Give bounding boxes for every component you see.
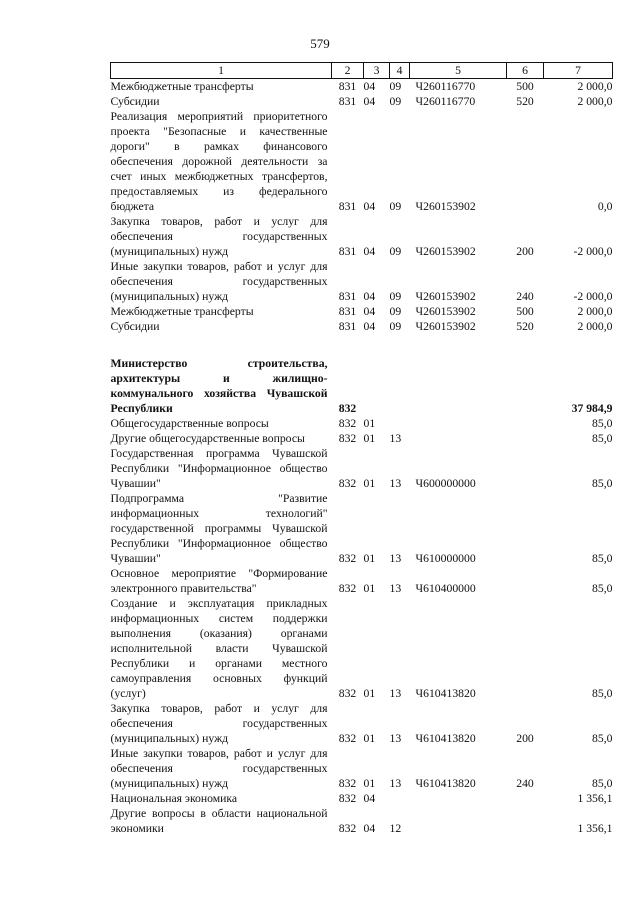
row-description: Иные закупки товаров, работ и услуг для обеспечения государственных (муниципальных) нужд [110,260,328,303]
subsection-code: 09 [389,95,402,108]
expense-type-code [507,334,544,356]
table-row [111,701,613,746]
table-row [111,109,613,214]
amount: -2 000,0 [573,245,613,258]
row-description: Другие вопросы в области национальной экономики [110,807,328,835]
table-row [111,334,613,356]
table-row [111,806,613,836]
target-article-code [410,356,507,416]
table-row [111,79,613,95]
row-description: Субсидии [110,95,160,108]
subsection-code: 09 [389,245,402,258]
table-row [111,446,613,491]
section-code: 04 [363,290,376,303]
table-row [111,319,613,334]
expense-type-code: 240 [516,777,534,790]
target-article-code: Ч260153902 [415,290,476,303]
target-article-code [410,416,507,431]
section-code [364,356,390,416]
amount: 2 000,0 [577,305,613,318]
amount: 85,0 [592,732,613,745]
budget-table-container [110,62,612,836]
subsection-code: 13 [389,777,402,790]
table-row [111,259,613,304]
amount: 1 356,1 [577,792,613,805]
row-description: Субсидии [110,320,160,333]
section-code: 01 [363,732,376,745]
amount: 2 000,0 [577,80,613,93]
subsection-code [390,791,410,806]
expense-type-code: 240 [516,290,534,303]
subsection-code: 13 [389,582,402,595]
target-article-code: Ч610400000 [415,582,476,595]
ministry-code: 831 [338,95,357,108]
target-article-code [410,791,507,806]
section-code: 01 [363,687,376,700]
row-description: Другие общегосударственные вопросы [110,432,305,445]
ministry-code [332,334,364,356]
expense-type-code [507,356,544,416]
ministry-code: 832 [338,822,357,835]
section-code [364,334,390,356]
row-description: Государственная программа Чувашской Республики "Информационное общество Чувашии" [110,447,328,490]
target-article-code: Ч600000000 [415,477,476,490]
row-description: Основное мероприятие "Формирование электронного правительства" [110,567,328,595]
budget-table [110,62,613,836]
expense-type-code [507,791,544,806]
section-code: 01 [363,582,376,595]
ministry-code: 832 [338,417,357,430]
section-code: 04 [363,95,376,108]
table-row [111,214,613,259]
amount: 85,0 [592,417,613,430]
table-row [111,304,613,319]
ministry-code: 831 [338,200,357,213]
expense-type-code: 200 [516,245,534,258]
expense-type-code [507,446,544,491]
section-code: 04 [363,245,376,258]
subsection-code: 13 [389,687,402,700]
target-article-code: Ч260153902 [415,320,476,333]
amount: 2 000,0 [577,320,613,333]
amount: 2 000,0 [577,95,613,108]
ministry-code: 831 [338,290,357,303]
target-article-code [410,806,507,836]
section-code: 04 [363,792,376,805]
expense-type-code [507,109,544,214]
row-description: Создание и эксплуатация прикладных информационных систем поддержки выполнения (оказания) органами исполнительной власти Чувашской Республики и органами местного самоуправления основных функций (услуг) [110,597,328,700]
ministry-code: 832 [338,582,357,595]
ministry-code: 832 [338,792,357,805]
expense-type-code: 500 [516,305,534,318]
subsection-code: 13 [389,732,402,745]
ministry-code: 832 [338,477,357,490]
section-code: 04 [363,320,376,333]
table-row [111,94,613,109]
amount: 0,0 [597,200,613,213]
ministry-code: 832 [338,687,357,700]
section-code: 01 [363,432,376,445]
section-code: 01 [363,777,376,790]
column-header: 5 [410,63,507,79]
section-code: 01 [363,552,376,565]
expense-type-code [507,566,544,596]
subsection-code: 09 [389,80,402,93]
table-row [111,491,613,566]
section-code: 01 [363,477,376,490]
subsection-code [390,356,410,416]
target-article-code: Ч260116770 [415,95,476,108]
subsection-code [390,416,410,431]
subsection-code: 09 [389,305,402,318]
amount: 85,0 [592,477,613,490]
ministry-code: 831 [338,305,357,318]
amount: 85,0 [592,432,613,445]
expense-type-code: 200 [516,732,534,745]
ministry-code: 831 [338,80,357,93]
target-article-code: Ч610413820 [415,777,476,790]
amount: 37 984,9 [571,402,613,415]
amount [544,334,613,356]
row-description: Межбюджетные трансферты [110,305,254,318]
table-row [111,356,613,416]
ministry-code: 831 [338,245,357,258]
row-description: Иные закупки товаров, работ и услуг для обеспечения государственных (муниципальных) нужд [110,747,328,790]
target-article-code: Ч610000000 [415,552,476,565]
column-header: 4 [390,63,410,79]
target-article-code: Ч260116770 [415,80,476,93]
section-code: 04 [363,305,376,318]
expense-type-code [507,596,544,701]
row-description: Реализация мероприятий приоритетного проекта "Безопасные и качественные дороги" в рамках финансового обеспечения дорожной деятельности за счет иных межбюджетных трансфертов, предоставляемых из федерального бюджета [110,110,328,213]
ministry-code: 832 [338,732,357,745]
page-number: 579 [310,36,330,51]
amount: 85,0 [592,777,613,790]
subsection-code: 09 [389,200,402,213]
row-description: Подпрограмма "Развитие информационных технологий" государственной программы Чувашской Республики "Информационное общество Чувашии" [110,492,328,565]
table-row [111,746,613,791]
row-description: Министерство строительства, архитектуры и жилищно-коммунального хозяйства Чувашской Республики [110,357,328,415]
section-code: 01 [363,417,376,430]
section-code: 04 [363,80,376,93]
table-row [111,596,613,701]
subsection-code: 09 [389,320,402,333]
table-row [111,791,613,806]
section-code: 04 [363,822,376,835]
amount: 85,0 [592,582,613,595]
table-header-row [111,63,613,79]
subsection-code: 13 [389,552,402,565]
subsection-code: 09 [389,290,402,303]
target-article-code: Ч610413820 [415,687,476,700]
row-description: Закупка товаров, работ и услуг для обеспечения государственных (муниципальных) нужд [110,702,328,745]
target-article-code [410,334,507,356]
subsection-code [390,334,410,356]
ministry-code: 832 [338,432,357,445]
ministry-code: 832 [338,777,357,790]
table-row [111,431,613,446]
row-description: Общегосударственные вопросы [110,417,269,430]
amount: 1 356,1 [577,822,613,835]
expense-type-code: 520 [516,320,534,333]
expense-type-code [507,491,544,566]
row-description [111,334,332,356]
subsection-code: 12 [389,822,402,835]
target-article-code: Ч610413820 [415,732,476,745]
table-row [111,566,613,596]
expense-type-code [507,431,544,446]
expense-type-code [507,806,544,836]
column-header: 2 [332,63,364,79]
expense-type-code [507,416,544,431]
target-article-code: Ч260153902 [415,305,476,318]
expense-type-code: 520 [516,95,534,108]
target-article-code [410,431,507,446]
target-article-code: Ч260153902 [415,245,476,258]
amount: 85,0 [592,687,613,700]
table-body [111,79,613,837]
ministry-code: 832 [338,552,357,565]
column-header: 6 [507,63,544,79]
section-code: 04 [363,200,376,213]
row-description: Межбюджетные трансферты [110,80,254,93]
target-article-code: Ч260153902 [415,200,476,213]
column-header: 7 [544,63,613,79]
subsection-code: 13 [389,432,402,445]
subsection-code: 13 [389,477,402,490]
column-header: 3 [364,63,390,79]
ministry-code: 832 [338,402,357,415]
ministry-code: 831 [338,320,357,333]
expense-type-code: 500 [516,80,534,93]
amount: -2 000,0 [573,290,613,303]
amount: 85,0 [592,552,613,565]
row-description: Закупка товаров, работ и услуг для обеспечения государственных (муниципальных) нужд [110,215,328,258]
table-row [111,416,613,431]
row-description: Национальная экономика [110,792,238,805]
column-header: 1 [111,63,332,79]
